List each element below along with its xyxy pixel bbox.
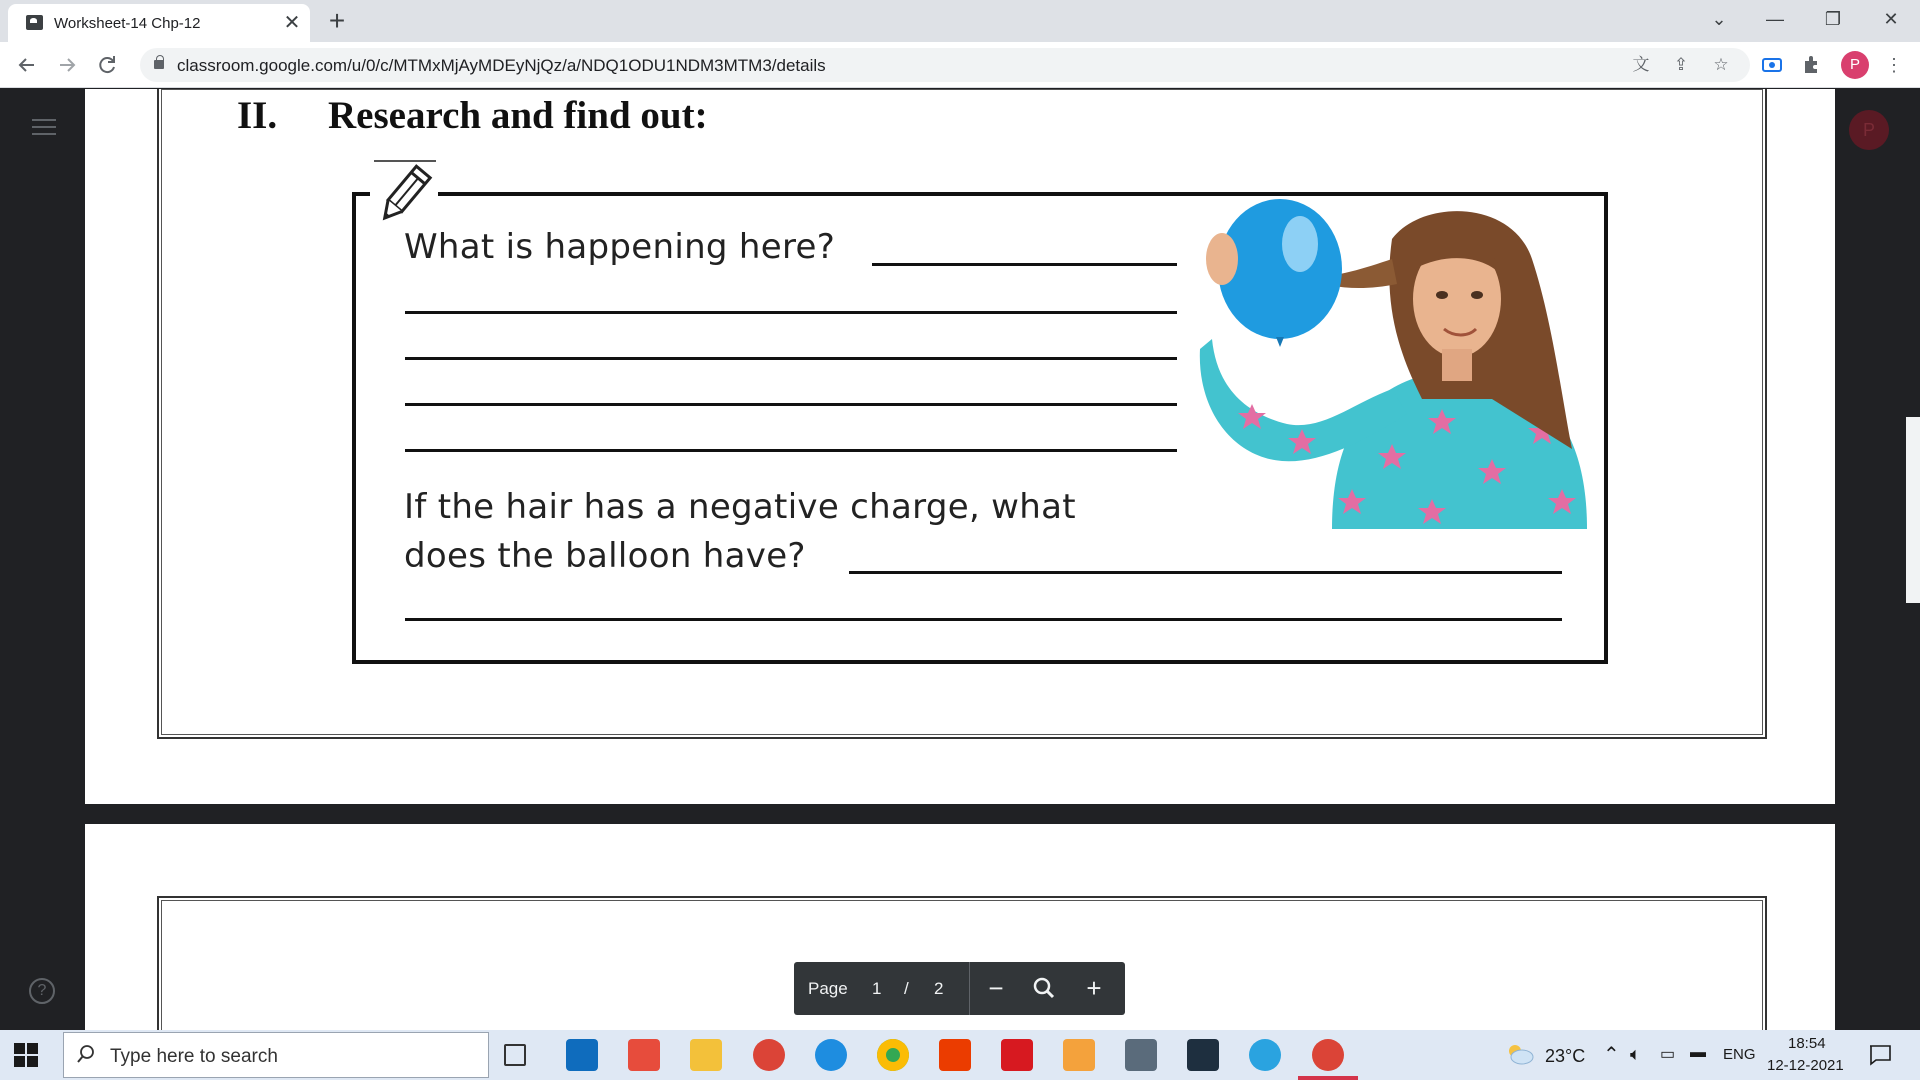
reload-icon [92, 50, 122, 80]
tab-close-icon[interactable]: ✕ [283, 12, 301, 34]
profile-avatar[interactable]: P [1841, 51, 1869, 79]
temperature[interactable]: 23°C [1545, 1046, 1586, 1066]
toolbar-divider [969, 962, 970, 1015]
answer-line [872, 263, 1177, 266]
answer-line [405, 618, 1562, 621]
new-tab-button[interactable]: + [328, 5, 346, 36]
question-1-text: What is happening here? [404, 227, 836, 267]
back-arrow-icon [12, 50, 42, 80]
calculator-app-icon[interactable] [1125, 1039, 1157, 1071]
tab-title: Worksheet-14 Chp-12 [54, 15, 201, 32]
task-view-icon[interactable] [504, 1044, 526, 1066]
restore-button[interactable]: ❐ [1824, 9, 1842, 29]
tray-chevron-up-icon[interactable]: ⌃ [1603, 1044, 1620, 1066]
viewer-account-avatar[interactable]: P [1849, 110, 1889, 150]
edge-app-icon[interactable] [815, 1039, 847, 1071]
battery-icon[interactable]: ▬ [1690, 1044, 1706, 1061]
total-pages: 2 [934, 979, 944, 998]
pdf-page-1 [85, 89, 1835, 804]
help-icon[interactable]: ? [29, 978, 55, 1004]
answer-line [405, 357, 1177, 360]
section-title: Research and find out: [328, 94, 708, 137]
address-bar[interactable] [140, 48, 1750, 82]
display-icon[interactable]: ▭ [1660, 1046, 1676, 1063]
page-navigation-toolbar [794, 962, 1125, 1015]
wps-app-icon[interactable] [1187, 1039, 1219, 1071]
back-button[interactable] [12, 50, 42, 80]
browser-toolbar [0, 42, 1920, 88]
anydesk-app-icon[interactable] [628, 1039, 660, 1071]
forward-arrow-icon [52, 50, 82, 80]
page-label: Page [808, 979, 848, 998]
language-indicator[interactable]: ENG [1723, 1046, 1756, 1063]
answer-line [405, 449, 1177, 452]
media-player-app-icon[interactable] [1063, 1039, 1095, 1071]
answer-line [405, 311, 1177, 314]
scrollbar-thumb[interactable] [1906, 417, 1920, 603]
page-separator: / [904, 979, 909, 998]
extensions-puzzle-icon[interactable] [1800, 53, 1824, 77]
zoom-in-button[interactable]: + [1086, 973, 1102, 1003]
notification-center-icon[interactable] [1868, 1044, 1892, 1066]
menu-icon[interactable] [32, 119, 56, 137]
mail-app-icon[interactable] [566, 1039, 598, 1071]
forward-button[interactable] [52, 50, 82, 80]
clock-date[interactable]: 12-12-2021 [1767, 1057, 1844, 1074]
weather-cloud-icon[interactable] [1506, 1042, 1534, 1066]
question-2-line-1: If the hair has a negative charge, what [404, 487, 1076, 527]
search-placeholder[interactable]: Type here to search [110, 1046, 278, 1067]
minimize-button[interactable]: — [1766, 9, 1784, 29]
answer-line [849, 571, 1562, 574]
section-numeral: II. [237, 94, 278, 137]
clock-time[interactable]: 18:54 [1788, 1035, 1826, 1052]
file-explorer-icon[interactable] [690, 1039, 722, 1071]
chrome-menu-icon[interactable]: ⋮ [1885, 55, 1903, 75]
windows-taskbar [0, 1030, 1920, 1080]
document-viewer [0, 89, 1920, 1030]
zoom-button[interactable] [1028, 972, 1060, 1004]
pencil-icon [370, 159, 438, 229]
chrome-app-icon[interactable] [877, 1039, 909, 1071]
chrome-profile-app-icon[interactable] [753, 1039, 785, 1071]
chrome-active-app-icon[interactable] [1312, 1039, 1344, 1071]
url-text[interactable]: classroom.google.com/u/0/c/MTMxMjAyMDEyNjQz/a/NDQ1ODU1NDM3MTM3/details [177, 56, 826, 75]
answer-line [405, 403, 1177, 406]
search-icon [76, 1044, 96, 1064]
screen-capture-icon[interactable] [1760, 53, 1784, 77]
acrobat-app-icon[interactable] [1001, 1039, 1033, 1071]
reload-button[interactable] [92, 50, 122, 80]
bookmark-star-icon[interactable]: ☆ [1713, 55, 1729, 74]
browser-tab[interactable] [8, 4, 310, 42]
classroom-favicon-icon [26, 15, 43, 30]
tab-strip [0, 0, 1920, 42]
telegram-app-icon[interactable] [1249, 1039, 1281, 1071]
lock-icon[interactable] [154, 60, 164, 69]
windows-start-icon[interactable] [14, 1043, 38, 1067]
active-app-indicator [1298, 1076, 1358, 1080]
close-window-button[interactable]: ✕ [1883, 9, 1899, 29]
translate-icon[interactable]: 文 [1632, 55, 1650, 74]
speaker-icon[interactable]: 🔈︎ [1630, 1044, 1641, 1064]
question-2-line-2: does the balloon have? [404, 536, 806, 576]
magnifier-icon [1028, 972, 1060, 1004]
current-page-input[interactable]: 1 [872, 979, 882, 998]
girl-with-balloon-illustration [1192, 199, 1592, 529]
taskbar-search-box[interactable] [63, 1032, 489, 1078]
office-app-icon[interactable] [939, 1039, 971, 1071]
tab-search-dropdown-icon[interactable]: ⌄ [1711, 9, 1727, 29]
zoom-out-button[interactable]: − [988, 973, 1004, 1003]
share-icon[interactable]: ⇪ [1673, 55, 1689, 74]
